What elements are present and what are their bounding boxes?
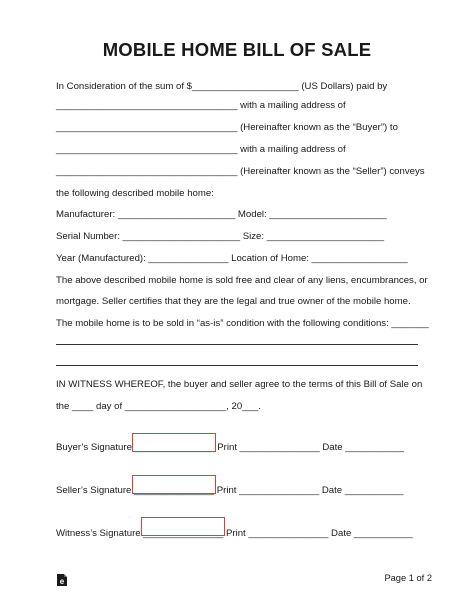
manufacturer-model-line: Manufacturer: ______________________ Model: ______________________: [56, 209, 387, 220]
witness-signature-line: Witness’s Signature _______________ Print _______________ Date ___________: [56, 528, 413, 539]
consideration-line: In Consideration of the sum of $____________________ (US Dollars) paid by: [56, 81, 388, 92]
witness-signature-field[interactable]: [141, 517, 225, 536]
document-title: MOBILE HOME BILL OF SALE: [102, 39, 372, 60]
date-line: the ____ day of ___________________, 20___.: [56, 401, 261, 412]
buyer-signature-line: Buyer’s Signature _______________ Print _______________ Date ___________: [56, 442, 404, 453]
year-location-line: Year (Manufactured): _______________ Location of Home: __________________: [56, 253, 408, 264]
page-number: Page 1 of 2: [384, 573, 432, 583]
conditions-rule-1: [56, 344, 418, 345]
witness-line: IN WITNESS WHEREOF, the buyer and seller agree to the terms of this Bill of Sale on: [56, 379, 423, 390]
seller-name-line: __________________________________ with a mailing address of: [56, 144, 346, 155]
conditions-rule-2: [56, 365, 418, 366]
description-intro-line: the following described mobile home:: [56, 188, 214, 199]
free-clear-line: The above described mobile home is sold free and clear of any liens, encumbrances, or: [56, 275, 428, 286]
as-is-conditions-line: The mobile home is to be sold in “as-is” condition with the following conditions: _______: [56, 318, 429, 329]
seller-address-line: __________________________________ (Hereinafter known as the “Seller”) conveys: [56, 166, 425, 177]
buyer-name-line: __________________________________ with a mailing address of: [56, 100, 346, 111]
svg-text:e: e: [59, 577, 65, 586]
seller-signature-line: Seller’s Signature _______________ Print _______________ Date ___________: [56, 485, 404, 496]
seller-signature-field[interactable]: [132, 475, 216, 494]
buyer-address-line: __________________________________ (Hereinafter known as the “Buyer”) to: [56, 122, 398, 133]
owner-certify-line: mortgage. Seller certifies that they are the legal and true owner of the mobile home.: [56, 296, 411, 307]
buyer-signature-field[interactable]: [132, 433, 216, 452]
eforms-logo-icon: [55, 573, 69, 587]
serial-size-line: Serial Number: ______________________ Size: ______________________: [56, 231, 385, 242]
